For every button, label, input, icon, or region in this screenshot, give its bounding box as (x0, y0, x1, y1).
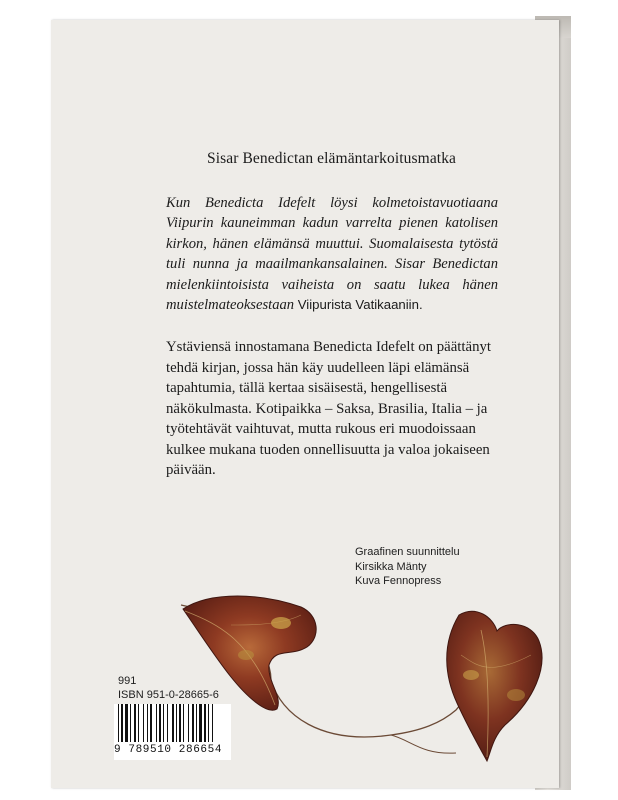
barcode-bar (196, 704, 197, 742)
blurb-area (166, 150, 498, 481)
barcode-bar (172, 704, 174, 742)
credit-line-design: Graafinen suunnittelu (355, 546, 460, 558)
leaf-right (447, 611, 542, 761)
intro-paragraph (166, 193, 498, 315)
barcode-bar (176, 704, 177, 742)
classification-code: 991 (118, 675, 137, 687)
barcode-bar (125, 704, 128, 742)
barcode-bar (204, 704, 206, 742)
credits (355, 545, 460, 589)
back-cover (51, 20, 559, 788)
barcode (114, 704, 231, 760)
barcode-bar (212, 704, 213, 742)
barcode-bar (208, 704, 209, 742)
barcode-bar (121, 704, 123, 742)
barcode-bar (118, 704, 119, 742)
barcode-bar (163, 704, 164, 742)
barcode-bar (159, 704, 161, 742)
credit-line-photo: Kuva Fennopress (355, 575, 442, 587)
barcode-bar (130, 704, 131, 742)
intro-text: Kun Benedicta Idefelt löysi kolmetoistavuotiaana Viipurin kauneimman kadun varrelta pienen katolisen kirkon, hänen elämänsä muuttui. Suomalaisesta tytöstä tuli nunna ja maailmankansalainen. Sisar Benedictan mielenkiintoisista vaiheista on saatu lukea hänen muistelmateoksestaan (166, 195, 498, 314)
barcode-bar (147, 704, 148, 742)
book (51, 16, 571, 790)
barcode-bar (192, 704, 194, 742)
vine-tendril (391, 735, 456, 753)
isbn-block (118, 674, 219, 702)
barcode-bars (114, 704, 231, 744)
barcode-bar (167, 704, 168, 742)
barcode-bar (183, 704, 184, 742)
body-paragraph: Ystäviensä innostamana Benedicta Idefelt on päättänyt tehdä kirjan, jossa hän käy uudelleen läpi elämänsä tapahtumia, tällä kertaa sisäisestä, hengellisestä näkökulmasta. Kotipaikka – Saksa, Brasilia, Italia – ja työtehtävät vaihtuvat, mutta rukous eri muodoissaan kulkee mukana tuoden onnellisuutta ja valoa jokaiseen päivään. (166, 339, 492, 479)
barcode-bar (143, 704, 144, 742)
barcode-bar (150, 704, 152, 742)
barcode-bar (156, 704, 157, 742)
referenced-book-title: Viipurista Vatikaaniin. (297, 297, 423, 313)
barcode-bar (138, 704, 139, 742)
blurb-title: Sisar Benedictan elämäntarkoitusmatka (207, 150, 457, 167)
barcode-bar (188, 704, 189, 742)
isbn-number: ISBN 951-0-28665-6 (118, 689, 219, 701)
barcode-bar (199, 704, 202, 742)
barcode-bar (179, 704, 181, 742)
barcode-digits: 9 789510 286654 (114, 744, 223, 756)
credit-line-designer: Kirsikka Mänty (355, 560, 427, 573)
barcode-bar (134, 704, 136, 742)
